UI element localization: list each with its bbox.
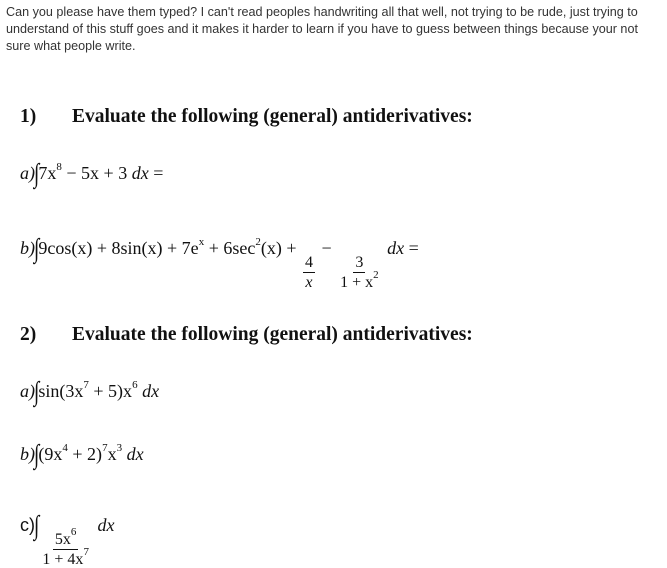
q1b-label: b) <box>20 238 35 258</box>
integral-sign-icon: ∫ <box>34 233 40 263</box>
q2a-part2: + 5)x <box>88 381 133 401</box>
q2c-expression <box>20 510 114 568</box>
q2b-part1: (9x <box>38 444 63 464</box>
q1a-expression <box>20 158 163 189</box>
q1b-part2: + 6sec <box>204 238 256 258</box>
q1b-fraction-2 <box>338 255 381 291</box>
integral-sign-icon: ∫ <box>34 158 40 188</box>
q2c-numerator: $5x^6$ <box>54 526 77 548</box>
integral-sign-icon: ∫ <box>34 376 40 406</box>
q2a-part1: sin(3x <box>38 381 84 401</box>
q1b-frac2-numerator: 3 <box>355 254 364 271</box>
q2b-exp1: 4 <box>62 442 68 454</box>
q1a-exponent: 8 <box>56 161 62 173</box>
q1b-frac1-denominator: x <box>305 274 313 291</box>
q1b-part3: (x) + <box>260 238 301 258</box>
q2b-exp3: 3 <box>116 442 123 454</box>
q1b-minus: − <box>316 238 337 258</box>
q2b-expression <box>20 439 144 470</box>
q1b-exp-x: x <box>198 236 205 248</box>
q2b-exp2: 7 <box>102 442 108 454</box>
q1b-frac2-denominator: $1 + x^2$ <box>340 269 379 291</box>
q2b-part2: + 2) <box>67 444 103 464</box>
q1b-equals: = <box>404 238 419 258</box>
q2a-exp2: 6 <box>132 379 138 391</box>
q2b-dx: dx <box>126 444 144 464</box>
q2c-label: c) <box>20 515 35 535</box>
q2b-part3: x <box>107 444 117 464</box>
q1a-dx: dx <box>131 163 149 183</box>
q2a-expression <box>20 376 159 407</box>
q2b-label: b) <box>20 444 35 464</box>
integral-sign-icon: ∫ <box>34 439 40 469</box>
q2c-denominator: $1 + 4x^7$ <box>42 546 89 568</box>
q1a-equals: = <box>148 163 164 183</box>
q1a-rest: − 5x + 3 <box>61 163 132 183</box>
q1b-dx: dx <box>387 238 405 258</box>
q1a-term: 7x <box>38 163 57 183</box>
q2a-dx: dx <box>142 381 160 401</box>
q1b-frac1-numerator: 4 <box>304 254 313 271</box>
integral-sign-icon: ∫ <box>34 510 40 540</box>
q1b-expression <box>20 233 419 291</box>
q2-number: 2) <box>20 324 37 345</box>
q2a-exp1: 7 <box>83 379 89 391</box>
q2a-label: a) <box>20 381 35 401</box>
q1b-part1: 9cos(x) + 8sin(x) + 7e <box>38 238 199 258</box>
q2-title: Evaluate the following (general) antiderivatives: <box>72 324 473 345</box>
q1a-label: a) <box>20 163 35 183</box>
q1-title: Evaluate the following (general) antiderivatives: <box>72 106 473 127</box>
q1-number: 1) <box>20 106 37 127</box>
q1b-exp-2: 2 <box>255 236 261 248</box>
q2c-dx: dx <box>97 515 115 535</box>
q2c-fraction <box>40 526 91 568</box>
intro-text: Can you please have them typed? I can't read peoples handwriting all that well, not trying to be rude, just trying to understand of this stuff goes and it makes it harder to learn if you have to guess between things because your not sure what people write. <box>6 5 638 53</box>
q1b-fraction-1 <box>303 255 315 291</box>
